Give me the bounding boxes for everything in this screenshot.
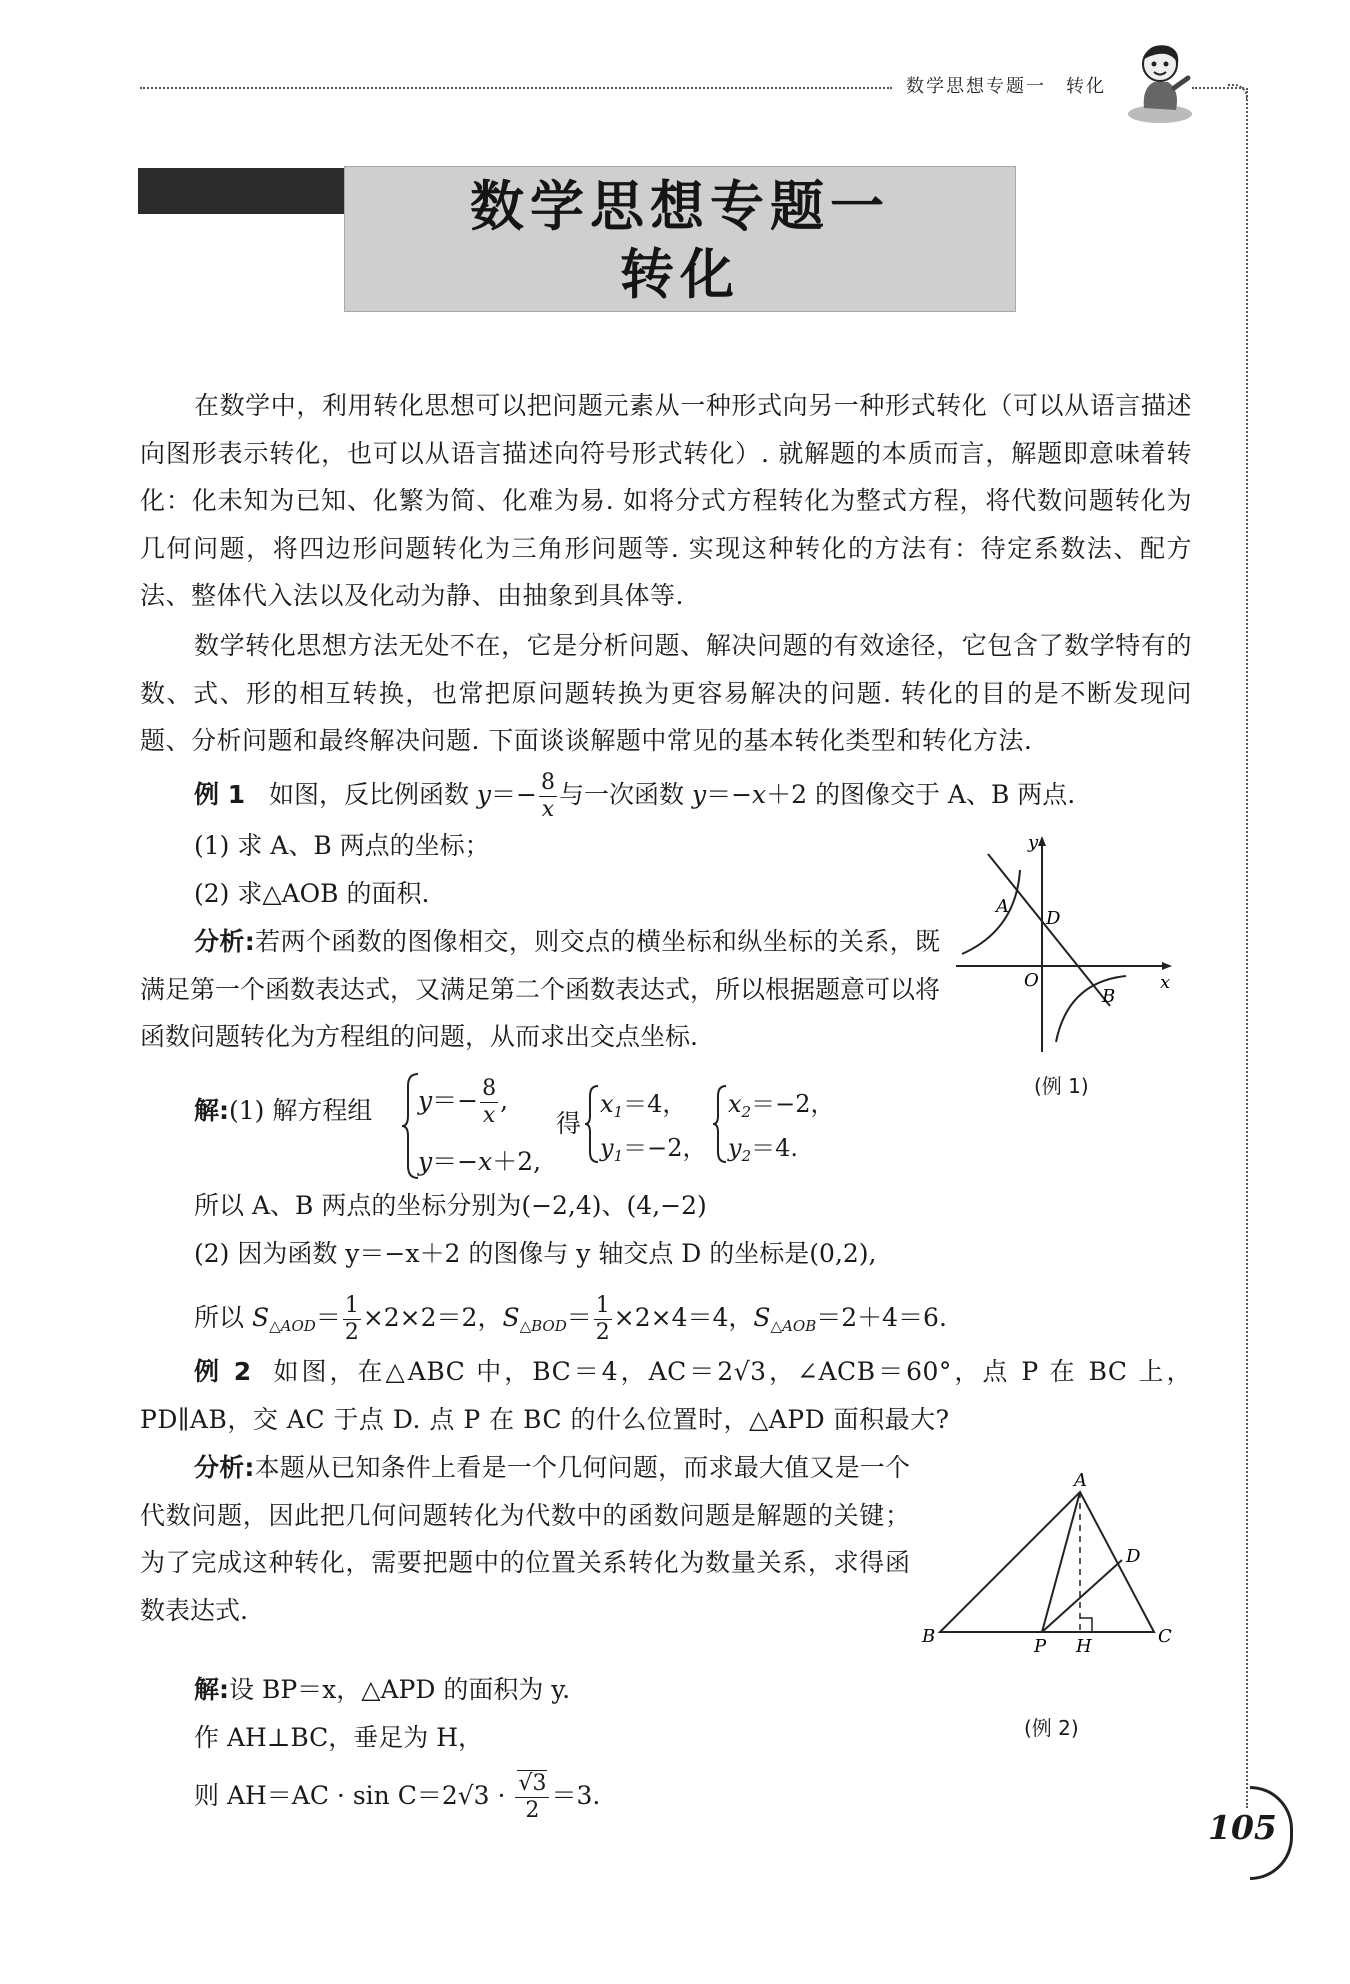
system-eq-1: y＝− $\frac{8}{x}$ ,	[418, 1076, 509, 1128]
fig2-label-H: H	[1076, 1636, 1092, 1654]
fig1-label-B: B	[1102, 986, 1116, 1007]
intro-paragraph-1: 在数学中，利用转化思想可以把问题元素从一种形式向另一种形式转化（可以从语言描述向图形表示转化，也可以从语言描述向符号形式转化）. 就解题的本质而言，解题即意味着转化：化未知为已知、化繁为简、化难为易. 如将分式方程转化为整式方程，将代数问题转化为几何问题，将四边形问题转化为三角形问题等. 实现这种转化的方法有：待定系数法、配方法、整体代入法以及化动为静、由抽象到具体等.	[140, 391, 1192, 610]
example2-solution-2: 作 AH⊥BC，垂足为 H，	[194, 1723, 484, 1752]
fig1-label-y: y	[1028, 832, 1039, 853]
example1-solution-system: 解:(1) 解方程组	[194, 1096, 373, 1125]
brace-icon	[400, 1072, 420, 1180]
brace-icon	[712, 1084, 728, 1164]
solution-x2: $x_2=-2$，	[728, 1090, 835, 1121]
example2-solution-3: 则 AH＝AC · sin C＝2√3 · $\frac{√3}{2}$ ＝3.	[194, 1771, 601, 1823]
fig2-label-P: P	[1034, 1636, 1047, 1654]
example1-caption: (例 1)	[1034, 1074, 1089, 1098]
solution-y1: $y_1=-2$，	[600, 1134, 707, 1165]
example2-stem: 例 2 如图，在△ABC 中，BC＝4，AC＝2√3，∠ACB＝60°，点 P 在 BC 上，PD∥AB，交 AC 于点 D. 点 P 在 BC 的什么位置时，△APD 面积最大?	[140, 1357, 1192, 1434]
system-eq-2: y＝−x＋2,	[418, 1147, 542, 1176]
example1-coordinates: 所以 A、B 两点的坐标分别为(−2,4)、(4,−2)	[194, 1191, 707, 1220]
cartoon-mascot-icon	[1124, 38, 1196, 128]
solution-get: 得	[556, 1109, 582, 1138]
example2-solution-1: 解:设 BP＝x，△APD 的面积为 y.	[194, 1675, 571, 1704]
solution-y2: $y_2=4$.	[728, 1134, 799, 1165]
fig1-label-x: x	[1160, 972, 1171, 993]
header-rule	[140, 87, 892, 89]
fig2-label-C: C	[1158, 1626, 1172, 1647]
example1-analysis: 分析:若两个函数的图像相交，则交点的横坐标和纵坐标的关系，既满足第一个函数表达式，又满足第二个函数表达式，所以根据题意可以将函数问题转化为方程组的问题，从而求出交点坐标.	[140, 927, 941, 1051]
fig1-label-A: A	[996, 896, 1009, 917]
chapter-subtitle: 转化	[620, 243, 740, 306]
example2-caption: (例 2)	[1024, 1716, 1079, 1740]
example1-question-2: (2) 求△AOB 的面积.	[194, 879, 430, 908]
example1-label: 例 1	[194, 780, 246, 809]
example2-analysis: 分析:本题从已知条件上看是一个几何问题，而求最大值又是一个代数问题，因此把几何问题转化为代数中的函数问题是解题的关键；为了完成这种转化，需要把题中的位置关系转化为数量关系，求得函数表达式.	[140, 1453, 910, 1625]
fig2-label-A: A	[1074, 1470, 1087, 1491]
example1-part2: (2) 因为函数 y＝−x＋2 的图像与 y 轴交点 D 的坐标是(0,2),	[194, 1239, 877, 1268]
example1-stem: 例 1 如图，反比例函数 y＝− $\frac{8}{x}$ 与一次函数 y＝−x＋2 的图像交于 A、B 两点.	[194, 770, 1076, 822]
fig1-label-D: D	[1046, 908, 1061, 929]
example1-figure	[950, 830, 1180, 1060]
page-number: 105	[1208, 1808, 1277, 1847]
side-rule-corner	[1228, 84, 1248, 100]
chapter-title: 数学思想专题一	[470, 175, 890, 238]
example2-figure	[918, 1464, 1180, 1654]
example1-areas: 所以 $S_{\triangle AOD}=$ $\frac{1}{2}$ ×2×2＝2，$S_{\triangle BOD}=$ $\frac{1}{2}$ ×2×4＝4，$S_{\triangle AOB}=2+4=6$.	[194, 1293, 947, 1345]
intro-paragraph-2: 数学转化思想方法无处不在，它是分析问题、解决问题的有效途径，它包含了数学特有的数、式、形的相互转换，也常把原问题转换为更容易解决的问题. 转化的目的是不断发现问题、分析问题和最终解决问题. 下面谈谈解题中常见的基本转化类型和转化方法.	[140, 631, 1192, 755]
fig2-label-D: D	[1126, 1546, 1141, 1567]
side-rule	[1246, 88, 1248, 1808]
solution-x1: $x_1=4$，	[600, 1090, 687, 1121]
running-header: 数学思想专题一 转化	[906, 76, 1106, 97]
fraction-8-over-x: $\frac{8}{x}$	[540, 770, 555, 822]
fig2-label-B: B	[922, 1626, 936, 1647]
brace-icon	[584, 1084, 600, 1164]
fig1-label-O: O	[1024, 970, 1039, 991]
example1-question-1: (1) 求 A、B 两点的坐标；	[194, 831, 490, 860]
